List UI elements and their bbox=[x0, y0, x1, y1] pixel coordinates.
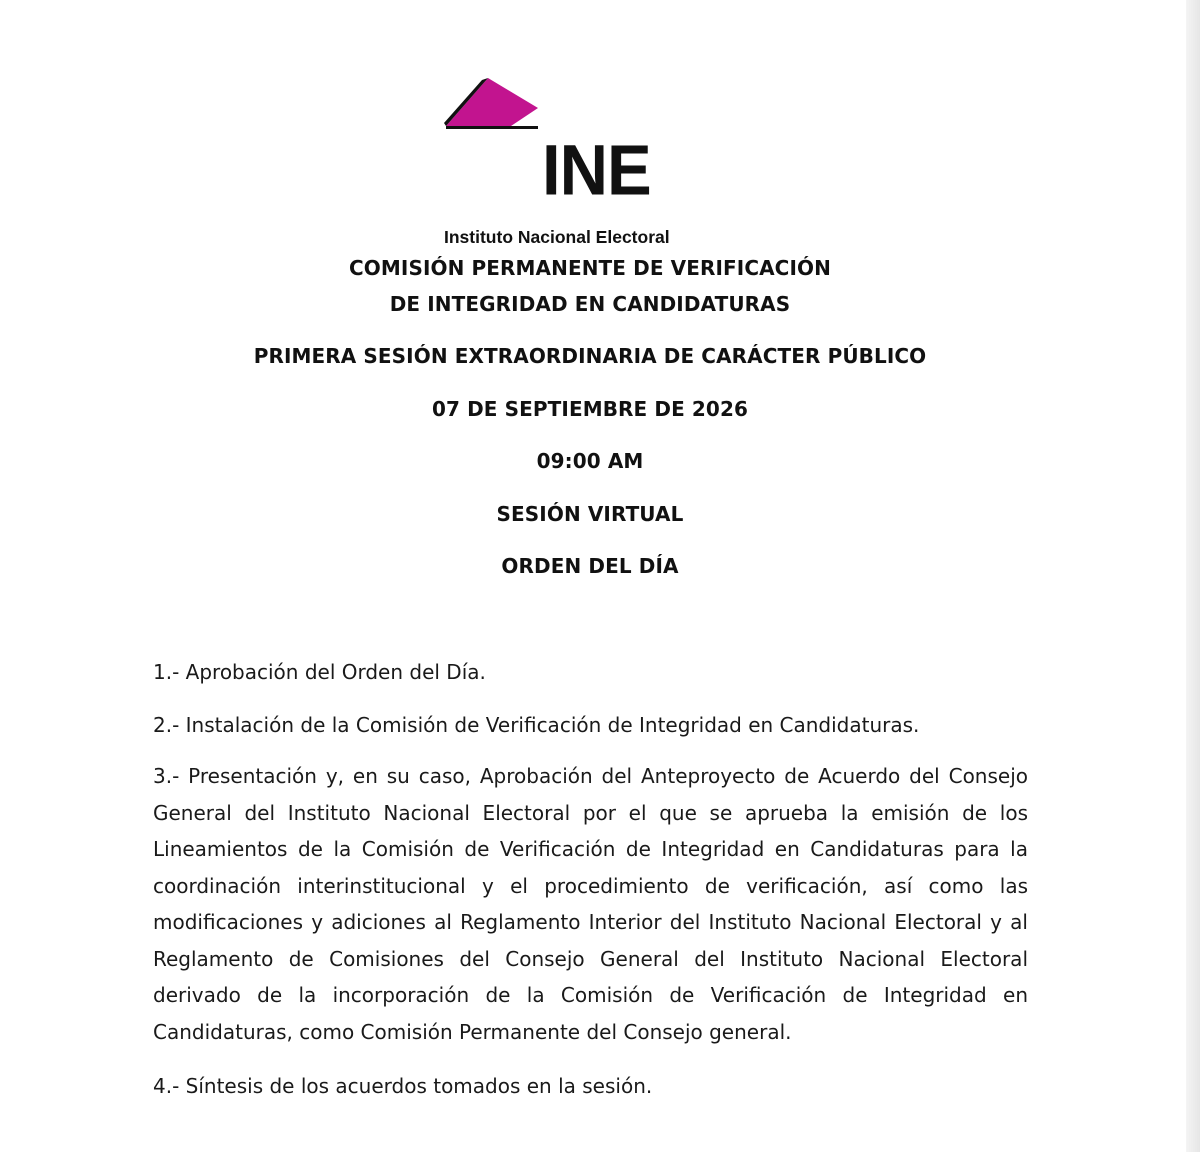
agenda-item-3 bbox=[153, 758, 1028, 1050]
agenda-item-1 bbox=[153, 654, 1028, 691]
commission-title-line-2: DE INTEGRIDAD EN CANDIDATURAS bbox=[389, 292, 791, 316]
agenda-heading: ORDEN DEL DÍA bbox=[501, 554, 679, 578]
ine-logo bbox=[444, 78, 744, 247]
agenda-item-text: 2.- Instalación de la Comisión de Verificación de Integridad en Candidaturas. bbox=[153, 713, 920, 737]
ine-tagline: Instituto Nacional Electoral bbox=[444, 227, 670, 247]
session-time: 09:00 AM bbox=[536, 449, 644, 473]
page-edge-shadow bbox=[1186, 0, 1200, 1152]
agenda-item-text: 4.- Síntesis de los acuerdos tomados en la sesión. bbox=[153, 1074, 653, 1098]
ballot-box-icon bbox=[444, 78, 554, 138]
agenda-item-text: 1.- Aprobación del Orden del Día. bbox=[153, 660, 486, 684]
session-title: PRIMERA SESIÓN EXTRAORDINARIA DE CARÁCTER PÚBLICO bbox=[253, 344, 927, 368]
session-date: 07 DE SEPTIEMBRE DE 2026 bbox=[432, 397, 748, 421]
session-modality: SESIÓN VIRTUAL bbox=[496, 502, 684, 526]
ine-wordmark: INE bbox=[542, 131, 651, 211]
agenda-item-2 bbox=[153, 707, 1028, 744]
agenda-item-text: 3.- Presentación y, en su caso, Aprobación del Anteproyecto de Acuerdo del Consejo General del Instituto Nacional Electoral por el que se aprueba la emisión de los Lineamientos de la Comisión de Verificación de Integridad en Candidaturas para la coordinación interinstitucional y el procedimiento de verificación, así como las modificaciones y adiciones al Reglamento Interior del Instituto Nacional Electoral y al Reglamento de Comisiones del Consejo General del Instituto Nacional Electoral derivado de la incorporación de la Comisión de Verificación de Integridad en Candidaturas, como Comisión Permanente del Consejo general. bbox=[153, 764, 1028, 1044]
commission-title-line-1: COMISIÓN PERMANENTE DE VERIFICACIÓN bbox=[349, 256, 831, 280]
agenda-item-4 bbox=[153, 1068, 1028, 1105]
